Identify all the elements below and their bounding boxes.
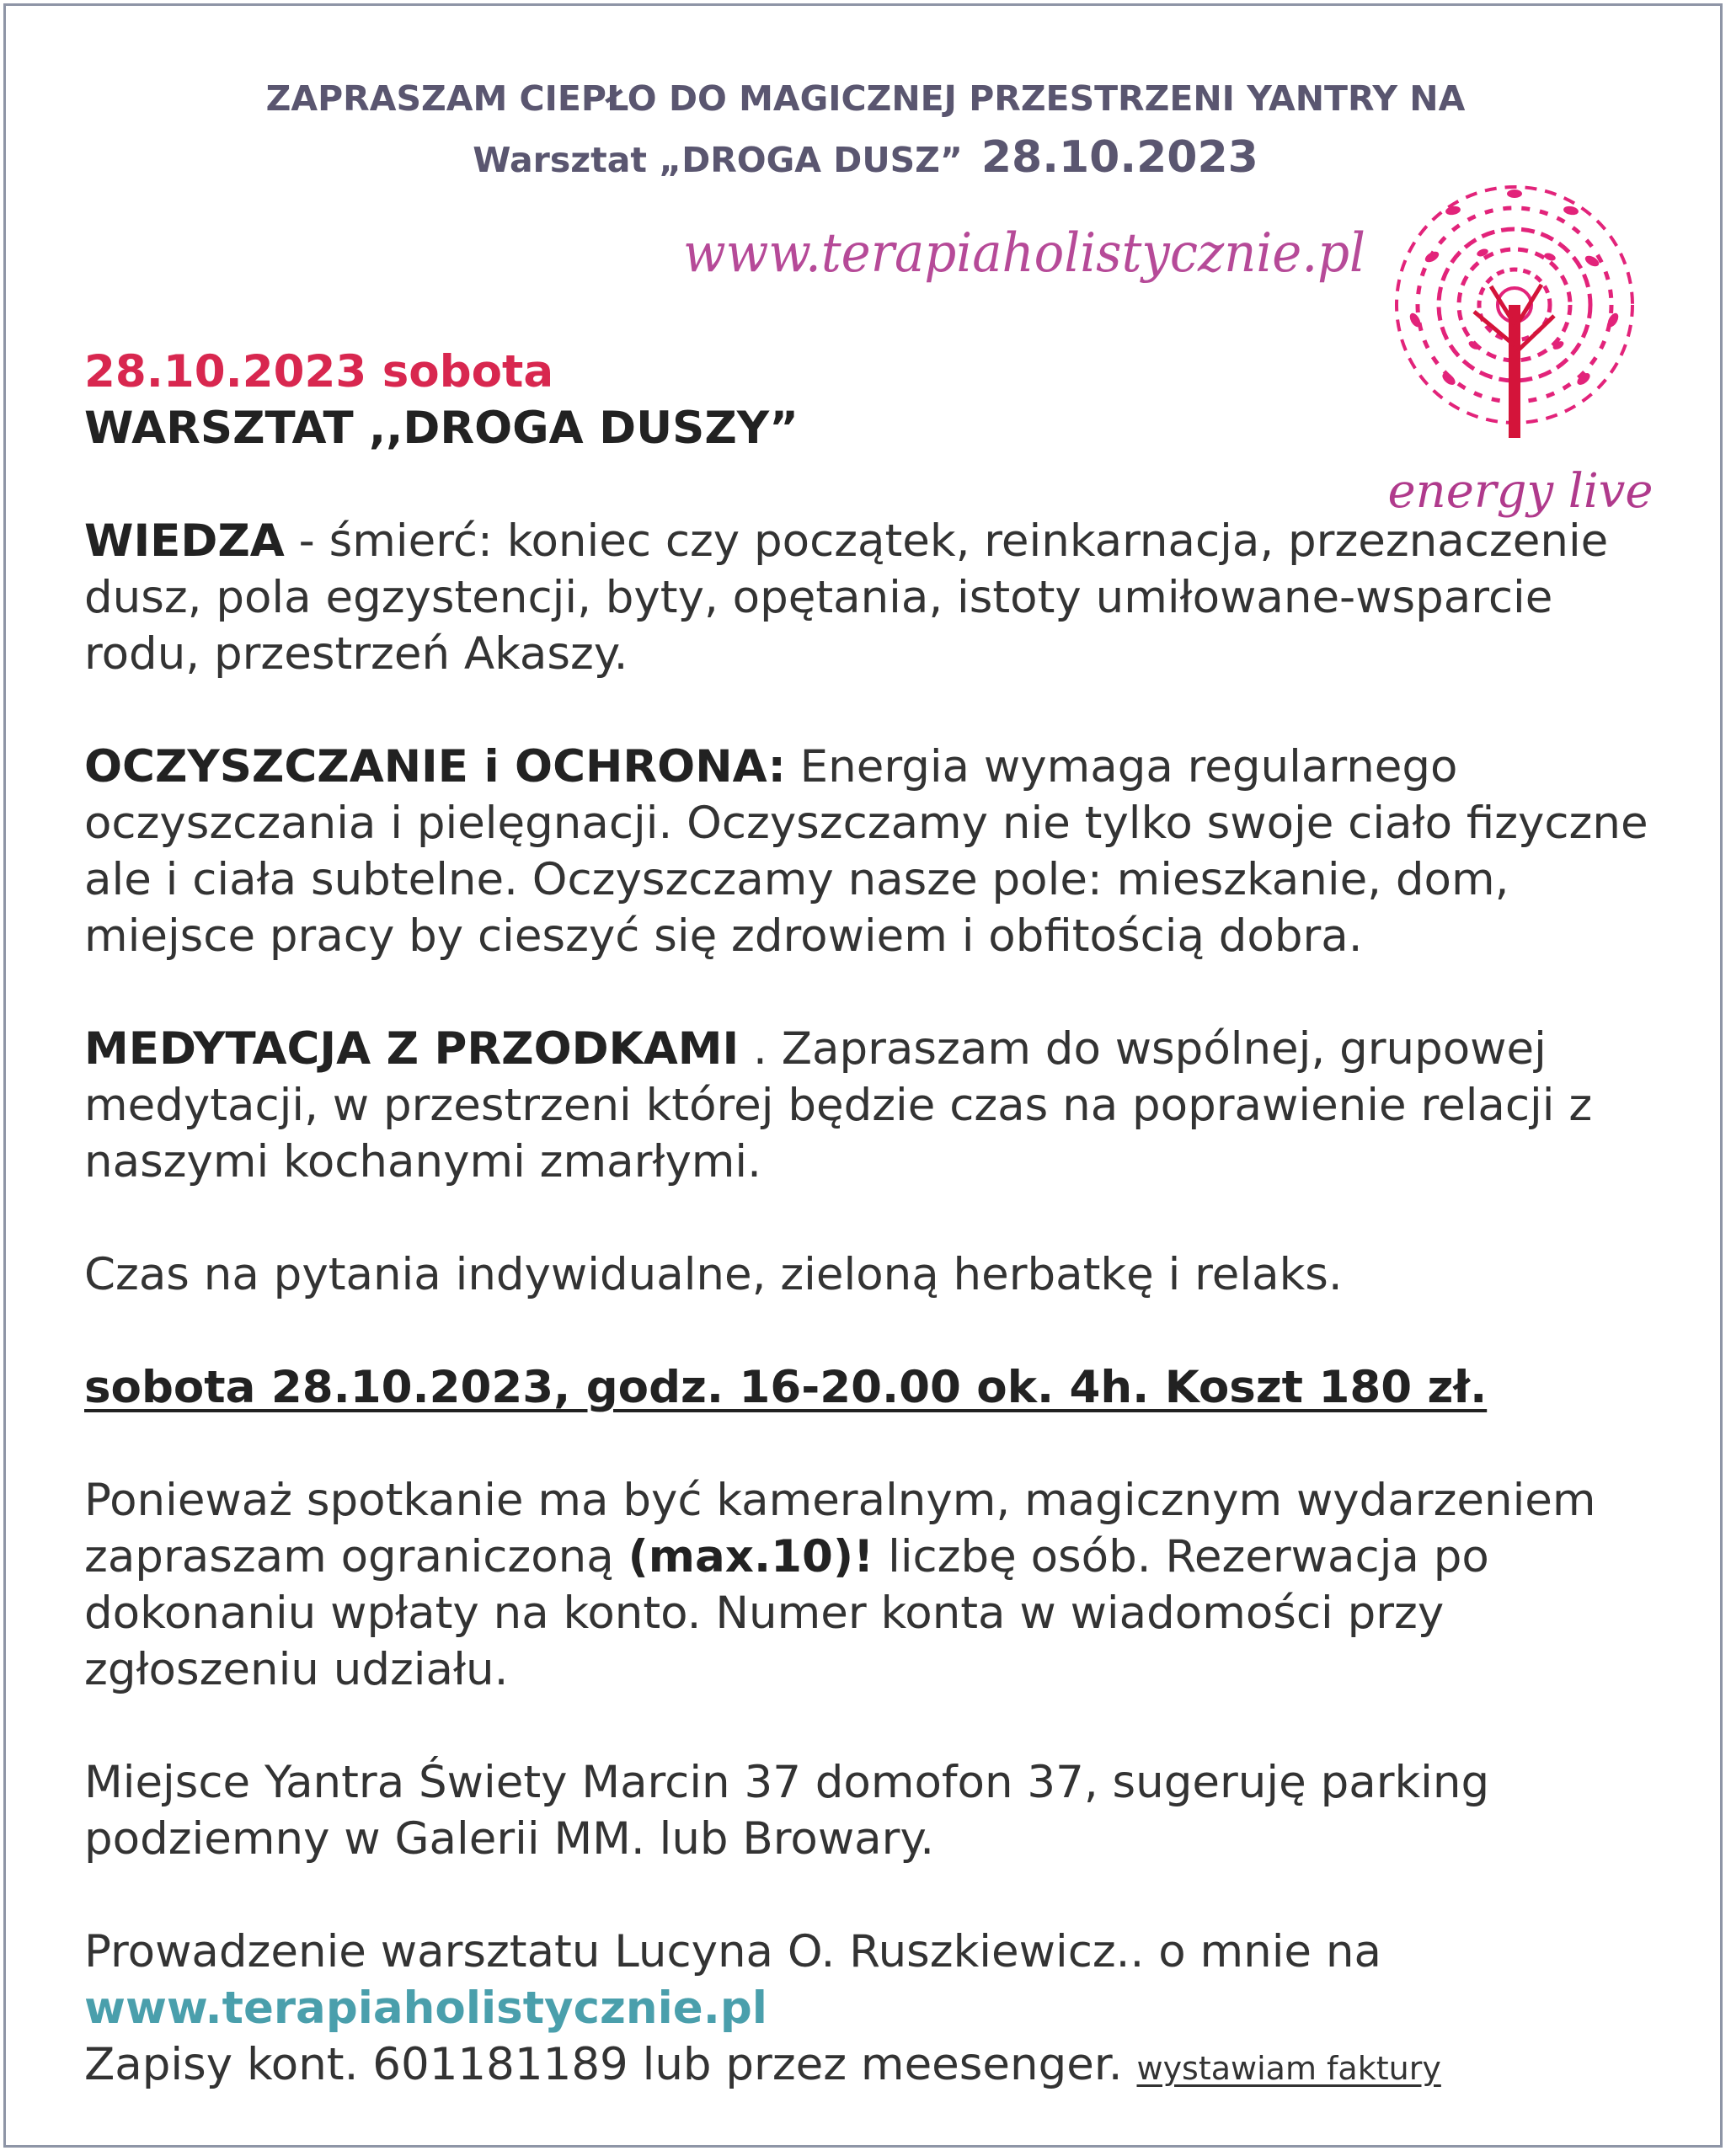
header-date: 28.10.2023 bbox=[980, 132, 1258, 183]
section-wiedza bbox=[84, 513, 1668, 682]
section-medytacja-text: . Zapraszam do wspólnej, grupowej medytacji, w przestrzeni której będzie czas na poprawienie relacji z naszymi kochanymi zmarłymi. bbox=[84, 1023, 1593, 1187]
event-title: WARSZTAT ,,DROGA DUSZY” bbox=[84, 403, 799, 454]
section-info bbox=[84, 1472, 1668, 1698]
script-website-logo bbox=[670, 211, 1378, 303]
section-prowadzenie: Prowadzenie warsztatu Lucyna O. Ruszkiewicz.. o mnie na bbox=[84, 1926, 1381, 1977]
zapisy-text: Zapisy kont. 601181189 lub przez meesenger. bbox=[84, 2039, 1123, 2090]
info-text-a: Ponieważ spotkanie ma być kameralnym, magicznym wydarzeniem zapraszam ograniczoną bbox=[84, 1475, 1596, 1582]
header-line1: ZAPRASZAM CIEPŁO DO MAGICZNEJ PRZESTRZENI YANTRY NA bbox=[265, 78, 1466, 119]
section-wiedza-heading: WIEDZA bbox=[84, 515, 285, 567]
section-medytacja-heading: MEDYTACJA Z PRZODKAMI bbox=[84, 1023, 740, 1075]
info-text-c: liczbę osób. Rezerwacja po dokonaniu wpłaty na konto. Numer konta w wiadomości przy zgłoszeniu udziału. bbox=[84, 1531, 1489, 1695]
website-link[interactable]: www.terapiaholistycznie.pl bbox=[84, 1983, 767, 2034]
section-ochrona bbox=[84, 739, 1668, 964]
event-date: 28.10.2023 sobota bbox=[84, 346, 554, 398]
section-zapisy bbox=[84, 2036, 1668, 2097]
section-wiedza-text: - śmierć: koniec czy początek, reinkarnacja, przeznaczenie dusz, pola egzystencji, byty, opętania, istoty umiłowane-wsparcie rodu, przestrzeń Akaszy. bbox=[84, 515, 1609, 680]
header bbox=[0, 69, 1731, 189]
faktury-note: wystawiam faktury bbox=[1136, 2050, 1441, 2087]
section-czas: Czas na pytania indywidualne, zieloną herbatkę i relaks. bbox=[84, 1249, 1343, 1300]
event-summary: sobota 28.10.2023, godz. 16-20.00 ok. 4h. Koszt 180 zł. bbox=[84, 1362, 1488, 1413]
section-ochrona-text: Energia wymaga regularnego oczyszczania i pielęgnacji. Oczyszczamy nie tylko swoje ciało fizyczne ale i ciała subtelne. Oczyszczamy nasze pole: mieszkanie, dom, miejsce pracy by cieszyć się zdrowiem i obfitością dobra. bbox=[84, 741, 1648, 962]
energy-live-text: energy live bbox=[1387, 464, 1654, 519]
section-miejsce: Miejsce Yantra Świety Marcin 37 domofon 37, sugeruję parking podziemny w Galerii MM. lub Browary. bbox=[84, 1757, 1490, 1865]
info-max-badge: (max.10)! bbox=[628, 1531, 874, 1582]
script-website-text: www.terapiaholistycznie.pl bbox=[683, 222, 1365, 285]
main-content bbox=[84, 344, 1668, 2097]
section-medytacja bbox=[84, 1021, 1668, 1190]
header-title: Warsztat „DROGA DUSZ” bbox=[473, 140, 963, 180]
section-ochrona-heading: OCZYSZCZANIE i OCHRONA: bbox=[84, 741, 786, 792]
